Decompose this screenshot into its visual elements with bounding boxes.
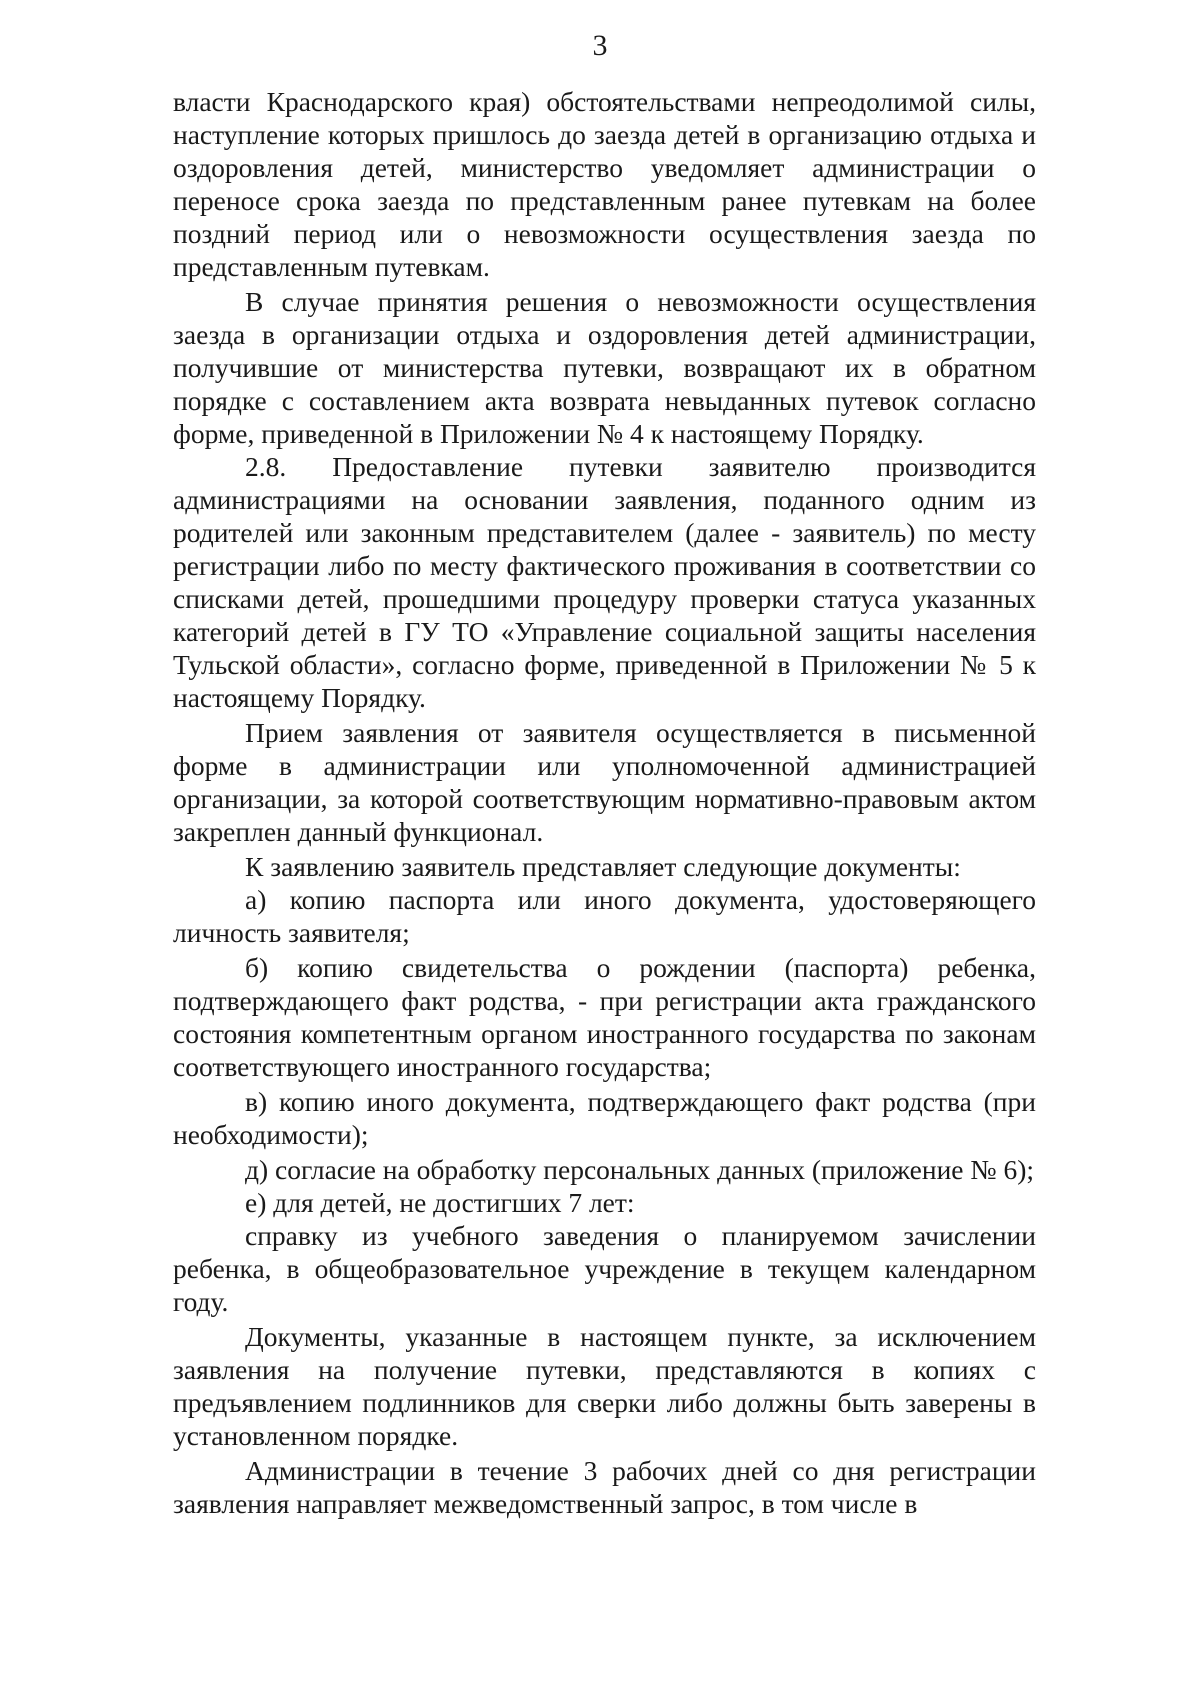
paragraph-interagency-request: Администрации в течение 3 рабочих дней со дня регистрации заявления направляет межведомственный запрос, в том числе в bbox=[173, 1455, 1036, 1519]
list-item-d: д) согласие на обработку персональных данных (приложение № 6); bbox=[245, 1154, 1035, 1185]
page-number: 3 bbox=[592, 29, 608, 62]
paragraph-documents-intro: К заявлению заявитель представляет следующие документы: bbox=[245, 851, 961, 882]
list-item-a: а) копию паспорта или иного документа, удостоверяющего личность заявителя; bbox=[173, 884, 1036, 948]
list-item-e: е) для детей, не достигших 7 лет: bbox=[245, 1187, 635, 1218]
paragraph-force-majeure: власти Краснодарского края) обстоятельствами непреодолимой силы, наступление которых пришлось до заезда детей в организацию отдыха и оздоровления детей, министерство уведомляет администрации о переносе срока заезда по представленным ранее путевкам на более поздний период или о невозможности осуществления заезда по представленным путевкам. bbox=[173, 86, 1036, 282]
paragraph-school-certificate: справку из учебного заведения о планируемом зачислении ребенка, в общеобразовательное учреждение в текущем календарном году. bbox=[173, 1220, 1036, 1317]
paragraph-return-of-vouchers: В случае принятия решения о невозможности осуществления заезда в организации отдыха и оздоровления детей администрации, получившие от министерства путевки, возвращают их в обратном порядке с составлением акта возврата невыданных путевок согласно форме, приведенной в Приложении № 4 к настоящему Порядку. bbox=[173, 286, 1036, 449]
paragraph-2-8-voucher-provision: 2.8. Предоставление путевки заявителю производится администрациями на основании заявления, поданного одним из родителей или законным представителем (далее - заявитель) по месту регистрации либо по месту фактического проживания в соответствии со списками детей, прошедшими процедуру проверки статуса указанных категорий детей в ГУ ТО «Управление социальной защиты населения Тульской области», согласно форме, приведенной в Приложении № 5 к настоящему Порядку. bbox=[173, 451, 1036, 713]
document-body bbox=[173, 85, 1036, 1520]
list-item-v: в) копию иного документа, подтверждающего факт родства (при необходимости); bbox=[173, 1086, 1036, 1150]
paragraph-document-copies: Документы, указанные в настоящем пункте, за исключением заявления на получение путевки, представляются в копиях с предъявлением подлинников для сверки либо должны быть заверены в установленном порядке. bbox=[173, 1321, 1036, 1451]
list-item-b: б) копию свидетельства о рождении (паспорта) ребенка, подтверждающего факт родства, - при регистрации акта гражданского состояния компетентным органом иностранного государства по законам соответствующего иностранного государства; bbox=[173, 952, 1036, 1082]
paragraph-application-reception: Прием заявления от заявителя осуществляется в письменной форме в администрации или уполномоченной администрацией организации, за которой соответствующим нормативно-правовым актом закреплен данный функционал. bbox=[173, 717, 1036, 847]
